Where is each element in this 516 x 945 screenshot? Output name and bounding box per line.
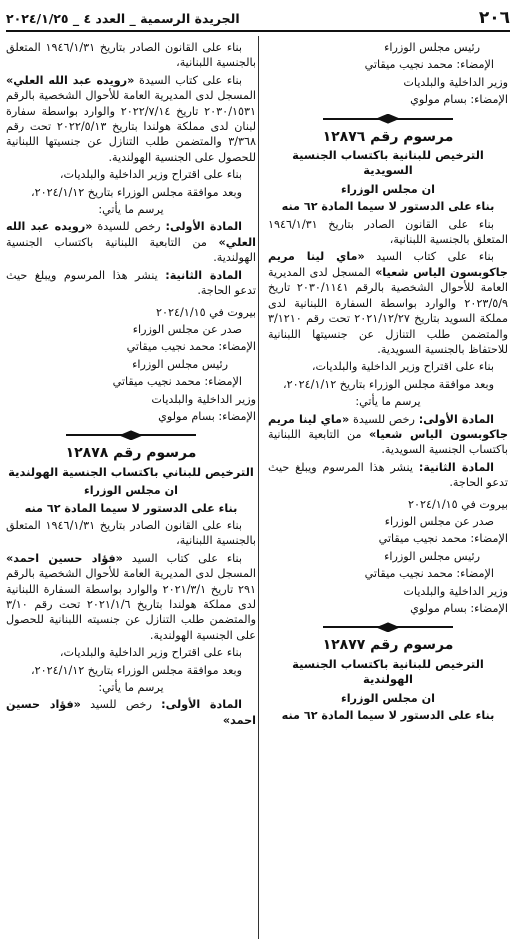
law-reference: بناء على القانون الصادر بتاريخ ١٩٤٦/١/٣١ المتعلق بالجنسية اللبنانية، [268, 217, 508, 247]
page-number: ٢٠٦ [478, 8, 510, 28]
section-separator [323, 622, 453, 632]
proposal-line: بناء على اقتراح وزير الداخلية والبلديات، [59, 168, 242, 182]
signature-line: الإمضاء: محمد نجيب ميقاتي [364, 58, 494, 72]
decree-title: مرسوم رقم ١٢٨٧٨ [65, 445, 197, 462]
approval-line: وبعد موافقة مجلس الوزراء بتاريخ ٢٠٢٤/١/١٢، [31, 663, 242, 677]
signature-line: الإمضاء: محمد نجيب ميقاتي [364, 567, 494, 581]
council-heading: ان مجلس الوزراء [340, 182, 436, 196]
proposal-line: بناء على اقتراح وزير الداخلية والبلديات، [311, 360, 494, 374]
council-heading: ان مجلس الوزراء [340, 691, 436, 705]
constitution-basis: بناء على الدستور لا سيما المادة ٦٢ منه [24, 501, 238, 515]
law-reference: بناء على القانون الصادر بتاريخ ١٩٤٦/١/٣١ المتعلق بالجنسية اللبنانية، [6, 518, 256, 548]
decrees-line: يرسم ما يأتي: [98, 203, 164, 217]
issued-line: صدر عن مجلس الوزراء [132, 322, 242, 336]
column-divider [258, 36, 259, 939]
place-date: بيروت في ٢٠٢٤/١/١٥ [408, 497, 508, 511]
signature-line: وزير الداخلية والبلديات [403, 75, 508, 89]
article-one: المادة الأولى: رخص للسيدة «ماي لينا مريم جاكوبسون الياس شعيا» من التابعية اللبنانية باكتساب الجنسية السويدية. [268, 412, 508, 457]
page-header [6, 6, 510, 32]
place-date: بيروت في ٢٠٢٤/١/١٥ [156, 305, 256, 319]
signature-line: الإمضاء: بسام مولوي [410, 602, 508, 615]
signature-line: وزير الداخلية والبلديات [151, 392, 256, 406]
approval-line: وبعد موافقة مجلس الوزراء بتاريخ ٢٠٢٤/١/١٢، [31, 185, 242, 199]
signature-line: الإمضاء: بسام مولوي [158, 409, 256, 423]
constitution-basis: بناء على الدستور لا سيما المادة ٦٢ منه [281, 709, 495, 723]
article-one: المادة الأولى: رخص للسيد «فؤاد حسين احمد» [6, 698, 256, 727]
approval-line: وبعد موافقة مجلس الوزراء بتاريخ ٢٠٢٤/١/١٢، [283, 377, 494, 391]
signature-line: الإمضاء: محمد نجيب ميقاتي [126, 340, 256, 354]
signature-line: الإمضاء: محمد نجيب ميقاتي [112, 375, 242, 389]
signature-line: رئيس مجلس الوزراء [384, 549, 480, 563]
section-separator [66, 430, 196, 440]
decree-subtitle: الترخيص للبنانية باكتساب الجنسية الهولندية [292, 656, 484, 687]
gazette-title: الجريدة الرسمية _ العدد ٤ _ ٢٠٢٤/١/٢٥ [6, 10, 240, 26]
left-column [6, 40, 256, 943]
signature-line: وزير الداخلية والبلديات [403, 584, 508, 598]
signature-line: الإمضاء: بسام مولوي [410, 93, 508, 107]
section-separator [323, 114, 453, 124]
proposal-line: بناء على اقتراح وزير الداخلية والبلديات، [59, 646, 242, 660]
request-paragraph: بناء على كتاب السيد «ماي لينا مريم جاكوبسون الياس شعيا» المسجل لدى المديرية العامة للأحوال الشخصية بالرقم ٢٠٣٠/١١٤١ تاريخ ٢٠٢٣/٥/٩ والوارد بواسطة السفارة اللبنانية لدى مملكة السويد بتاريخ ٢٠٢١/١٢/٢٧ تحت رقم ٣/١٢١٠ والمتضمن طلب التنازل عن جنسيتها اللبنانية للاحتفاظ بالجنسية السويدية. [268, 250, 508, 356]
article-two: المادة الثانية: ينشر هذا المرسوم ويبلغ حيث تدعو الحاجة. [268, 460, 508, 490]
right-column [268, 40, 508, 943]
request-paragraph: بناء على كتاب السيدة «رويده عبد الله العلي» المسجل لدى المديرية العامة للأحوال الشخصية بالرقم ٢٠٣٠/١٥٣١ تاريخ ٢٠٢٢/٧/١٤ والوارد بواسطة سفارة لبنان لدى مملكة هولندا بتاريخ ٢٠٢٢/٥/١٣ تحت رقم ٣/٣٦٨ والمتضمن طلب التنازل عن جنسيتها اللبنانية للحصول على الجنسية الهولندية. [6, 73, 256, 164]
council-heading: ان مجلس الوزراء [83, 484, 179, 498]
decree-title: مرسوم رقم ١٢٨٧٧ [322, 637, 454, 654]
decrees-line: يرسم ما يأتي: [98, 681, 164, 695]
signature-line: رئيس مجلس الوزراء [384, 41, 480, 54]
decree-subtitle: الترخيص للبناني باكتساب الجنسية الهولندية [8, 464, 254, 479]
decree-subtitle: الترخيص للبنانية باكتساب الجنسية السويدية [292, 148, 484, 178]
constitution-basis: بناء على الدستور لا سيما المادة ٦٢ منه [281, 200, 495, 214]
signature-line: الإمضاء: محمد نجيب ميقاتي [378, 532, 508, 546]
issued-line: صدر عن مجلس الوزراء [384, 514, 494, 528]
decree-title: مرسوم رقم ١٢٨٧٦ [322, 128, 454, 145]
law-reference: بناء على القانون الصادر بتاريخ ١٩٤٦/١/٣١ المتعلق بالجنسية اللبنانية، [6, 41, 256, 70]
signature-line: رئيس مجلس الوزراء [132, 357, 228, 371]
request-paragraph: بناء على كتاب السيد «فؤاد حسين احمد» المسجل لدى المديرية العامة للأحوال الشخصية بالرقم ٢٩١ تاريخ ٢٠٢١/٣/١ والوارد بواسطة السفارة اللبنانية لدى مملكة هولندا بتاريخ ٢٠٢١/١/٦ تحت رقم ٣/١٠ والمتضمن طلب التنازل عن جنسيته اللبنانية للحصول على الجنسية الهولندية. [6, 551, 256, 642]
article-two: المادة الثانية: ينشر هذا المرسوم ويبلغ حيث تدعو الحاجة. [6, 268, 256, 298]
decrees-line: يرسم ما يأتي: [355, 395, 421, 409]
article-one: المادة الأولى: رخص للسيدة «رويده عبد الله العلي» من التابعية اللبنانية باكتساب الجنسية الهولندية. [6, 220, 256, 265]
